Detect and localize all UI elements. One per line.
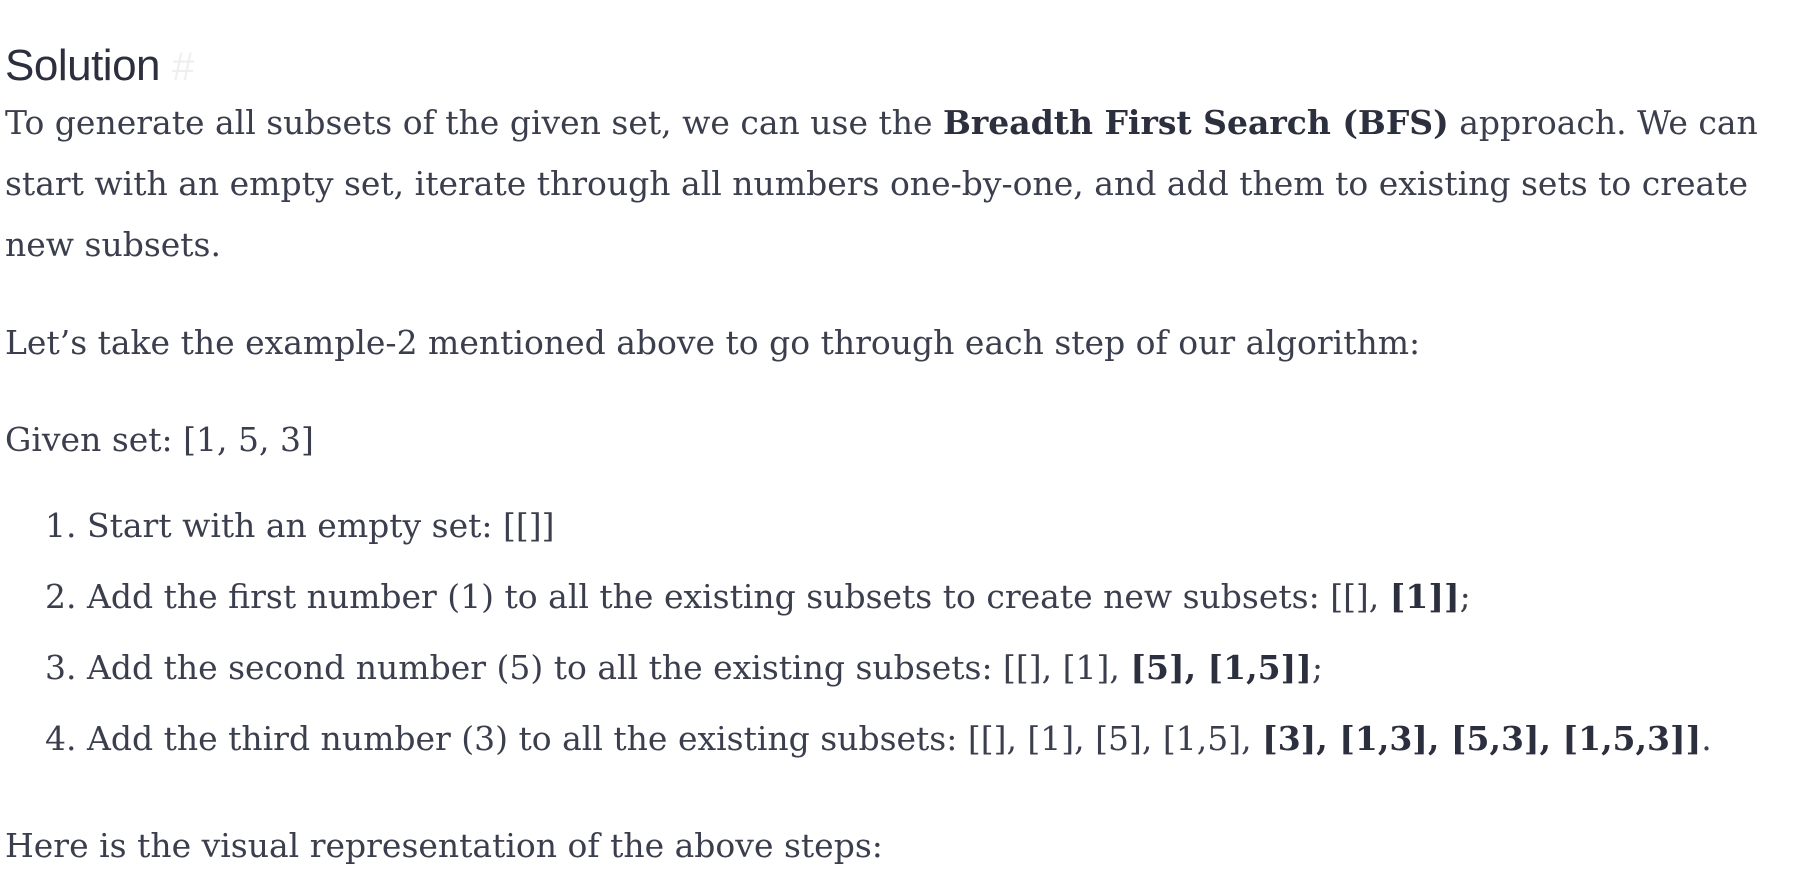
step-tail: . <box>1701 719 1712 758</box>
intro-paragraph <box>5 92 1795 275</box>
step-item <box>45 648 1712 719</box>
section-heading <box>5 41 194 91</box>
step-number: 4. <box>45 719 77 758</box>
step-number: 1. <box>45 506 77 545</box>
given-set-paragraph: Given set: [1, 5, 3] <box>5 420 314 459</box>
intro-bold-term: Breadth First Search (BFS) <box>943 103 1449 142</box>
step-item <box>45 719 1712 790</box>
step-text: Start with an empty set: [[]] <box>87 506 555 545</box>
step-item <box>45 506 1712 577</box>
step-item <box>45 577 1712 648</box>
step-tail: ; <box>1459 577 1471 616</box>
algorithm-steps-list <box>45 506 1712 790</box>
step-tail: ; <box>1311 648 1323 687</box>
step-bold: [5], [1,5]] <box>1130 648 1312 687</box>
step-bold: [1]] <box>1389 577 1460 616</box>
step-bold: [3], [1,3], [5,3], [1,5,3]] <box>1262 719 1702 758</box>
step-number: 3. <box>45 648 77 687</box>
step-text: Add the second number (5) to all the existing subsets: [[], [1], <box>87 648 1131 687</box>
heading-anchor-link[interactable]: # <box>172 44 194 89</box>
intro-text-before: To generate all subsets of the given set, we can use the <box>5 103 944 142</box>
example-paragraph: Let’s take the example-2 mentioned above to go through each step of our algorithm: <box>5 323 1421 362</box>
heading-title: Solution <box>5 40 161 90</box>
visual-representation-paragraph: Here is the visual representation of the above steps: <box>5 826 883 865</box>
step-text: Add the third number (3) to all the existing subsets: [[], [1], [5], [1,5], <box>87 719 1263 758</box>
intro-text-after: approach. We can start with an empty set, iterate through all numbers one-by-one, and add them to existing sets to create new subsets. <box>5 103 1758 264</box>
step-number: 2. <box>45 577 77 616</box>
step-text: Add the first number (1) to all the existing subsets to create new subsets: [[], <box>87 577 1390 616</box>
